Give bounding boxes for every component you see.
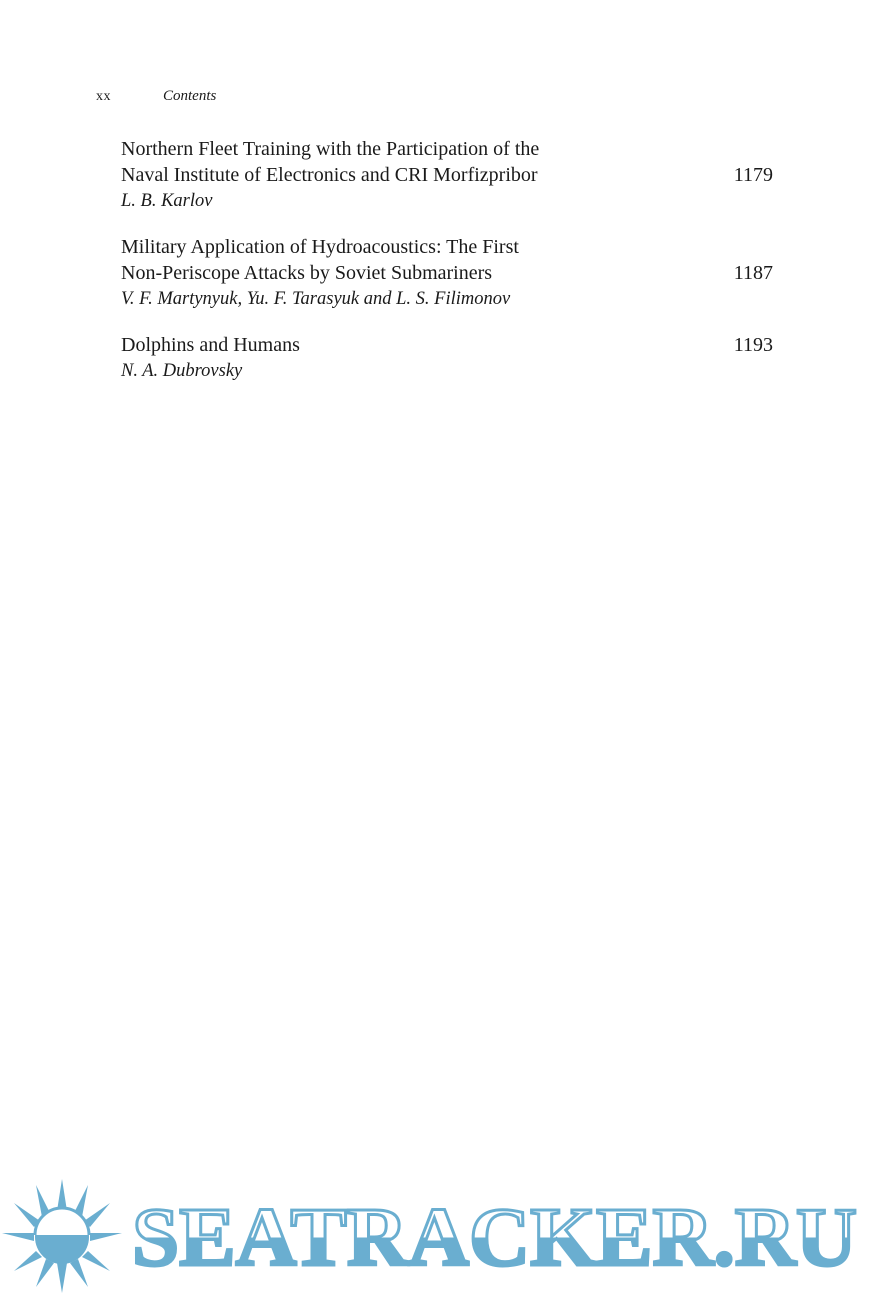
page-number: xx	[96, 89, 111, 104]
entry-page-number: 1179	[733, 164, 773, 186]
entry-authors: L. B. Karlov	[121, 191, 213, 211]
entry-title-line: Non-Periscope Attacks by Soviet Submariners	[121, 262, 493, 284]
section-title: Contents	[163, 88, 217, 104]
entry-title-line: Military Application of Hydroacoustics: The First	[121, 236, 519, 258]
watermark	[0, 1175, 870, 1295]
entry-authors: V. F. Martynyuk, Yu. F. Tarasyuk and L. S. Filimonov	[121, 289, 511, 309]
watermark-text: SEATRACKER.RU	[132, 1191, 858, 1284]
entry-title-line: Northern Fleet Training with the Participation of the	[121, 138, 540, 160]
entry-title	[121, 332, 681, 358]
toc-entry[interactable]	[121, 136, 773, 214]
entry-title	[121, 234, 681, 286]
entry-title	[121, 136, 681, 188]
entry-title-line: Dolphins and Humans	[121, 334, 300, 356]
entry-page-number: 1187	[733, 262, 773, 284]
running-head	[96, 88, 216, 105]
entry-authors: N. A. Dubrovsky	[121, 361, 243, 381]
toc-entry[interactable]	[121, 332, 773, 384]
entry-title-line: Naval Institute of Electronics and CRI Morfizpribor	[121, 164, 538, 186]
sun-over-water-icon	[2, 1179, 122, 1293]
table-of-contents	[121, 136, 773, 404]
toc-entry[interactable]	[121, 234, 773, 312]
entry-page-number: 1193	[733, 334, 773, 356]
